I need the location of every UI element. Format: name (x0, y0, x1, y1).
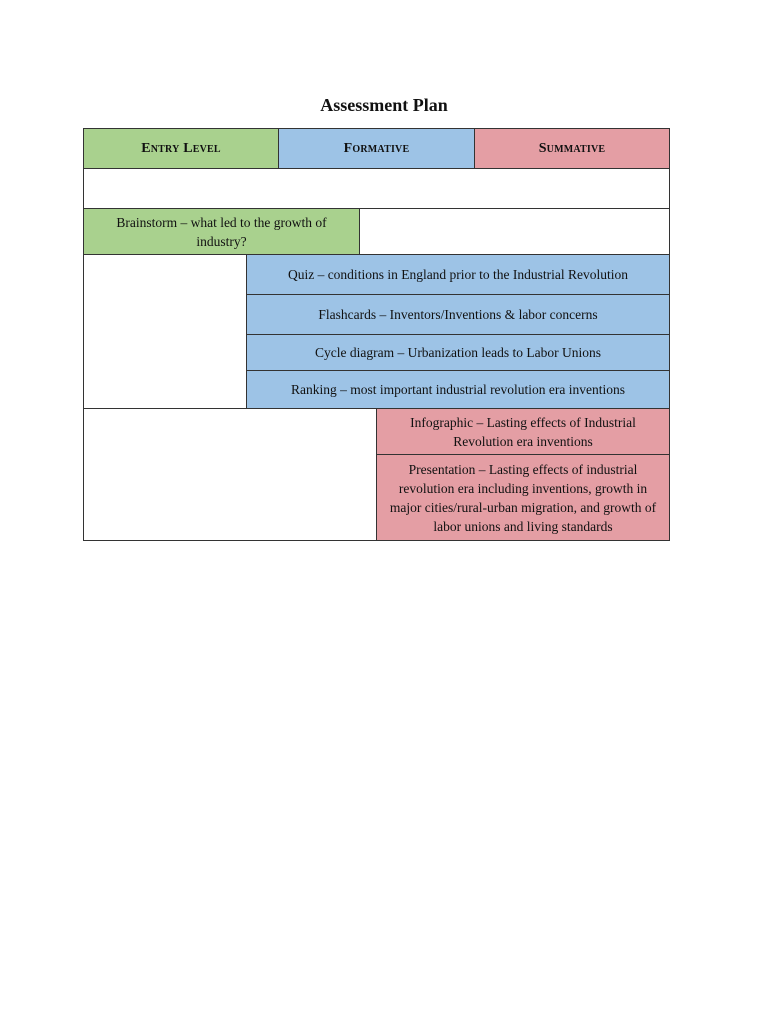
empty-cell (84, 255, 247, 409)
formative-header: Formative (279, 129, 475, 169)
empty-row (84, 169, 669, 209)
summative-presentation-cell: Presentation – Lasting effects of industrial revolution era including inventions, growth in major cities/rural-urban migration, and growth of labor unions and living standards (377, 455, 669, 540)
formative-quiz-cell: Quiz – conditions in England prior to the Industrial Revolution (247, 255, 669, 295)
formative-ranking-cell: Ranking – most important industrial revolution era inventions (247, 371, 669, 409)
assessment-plan-table (83, 128, 670, 541)
summative-infographic-cell: Infographic – Lasting effects of Industrial Revolution era inventions (377, 409, 669, 455)
empty-cell (84, 409, 377, 540)
empty-cell (360, 209, 669, 255)
summative-header: Summative (475, 129, 669, 169)
page-title: Assessment Plan (320, 95, 448, 115)
formative-cycle-diagram-cell: Cycle diagram – Urbanization leads to Labor Unions (247, 335, 669, 371)
formative-flashcards-cell: Flashcards – Inventors/Inventions & labor concerns (247, 295, 669, 335)
entry-brainstorm-cell: Brainstorm – what led to the growth of industry? (84, 209, 360, 255)
entry-level-header: Entry Level (84, 129, 279, 169)
